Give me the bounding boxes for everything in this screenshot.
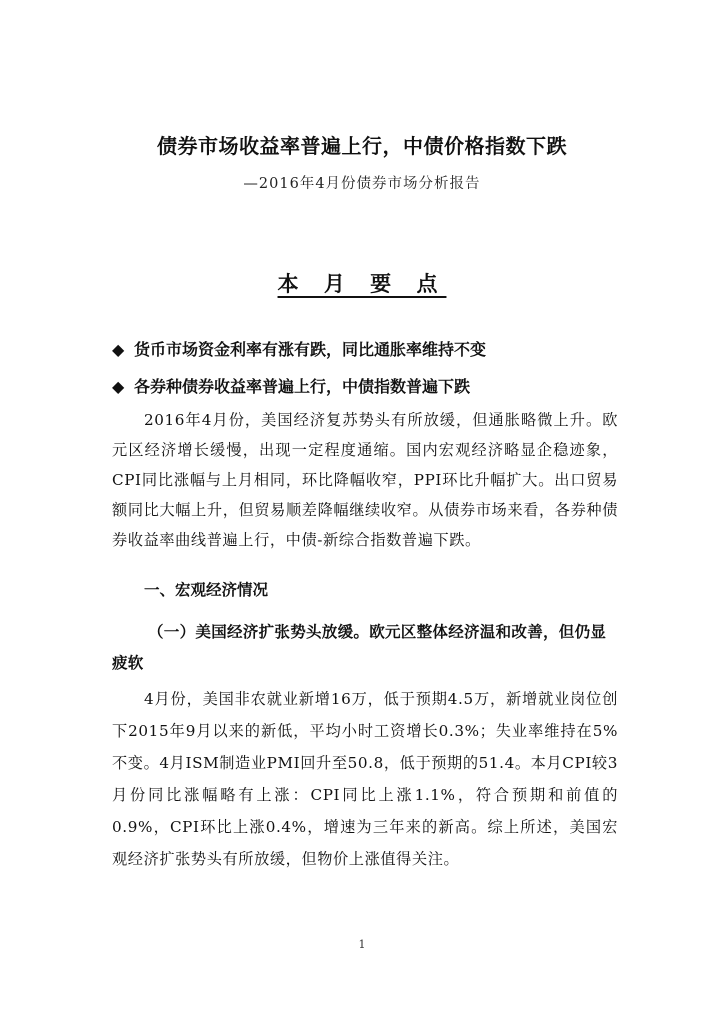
summary-paragraph: 2016年4月份，美国经济复苏势头有所放缓，但通胀略微上升。欧元区经济增长缓慢，出现一定程度通缩。国内宏观经济略显企稳迹象，CPI同比涨幅与上月相同，环比降幅收窄，PPI环比升幅扩大。出口贸易额同比大幅上升，但贸易顺差降幅继续收窄。从债券市场来看，各券种债券收益率曲线普遍上行，中债-新综合指数普遍下跌。 xyxy=(112,411,618,549)
diamond-bullet-icon: ◆ xyxy=(112,377,125,396)
key-points-heading-text: 本 月 要 点 xyxy=(277,271,447,296)
report-title: 债券市场收益率普遍上行，中债价格指数下跌 xyxy=(157,134,567,158)
diamond-bullet-icon: ◆ xyxy=(112,340,125,359)
key-point-text: 各券种债券收益率普遍上行，中债指数普遍下跌 xyxy=(134,377,471,396)
report-subtitle: —2016年4月份债券市场分析报告 xyxy=(243,176,481,192)
key-point-text: 货币市场资金利率有涨有跌，同比通胀率维持不变 xyxy=(134,340,487,359)
key-point-2 xyxy=(112,374,470,397)
section-heading-macro: 一、宏观经济情况 xyxy=(144,581,269,599)
page-number: 1 xyxy=(358,938,366,951)
subsection-heading-us-eu: （一）美国经济扩张势头放缓。欧元区整体经济温和改善，但仍显疲软 xyxy=(112,623,607,672)
key-point-1 xyxy=(112,337,486,360)
us-economy-paragraph: 4月份，美国非农就业新增16万，低于预期4.5万，新增就业岗位创下2015年9月以来的新低，平均小时工资增长0.3%；失业率维持在5%不变。4月ISM制造业PMI回升至50.8，低于预期的51.4。本月CPI较3月份同比涨幅略有上涨：CPI同比上涨1.1%，符合预期和前值的0.9%，CPI环比上涨0.4%，增速为三年来的新高。综上所述，美国宏观经济扩张势头有所放缓，但物价上涨值得关注。 xyxy=(112,690,618,868)
key-points-heading xyxy=(60,268,664,298)
